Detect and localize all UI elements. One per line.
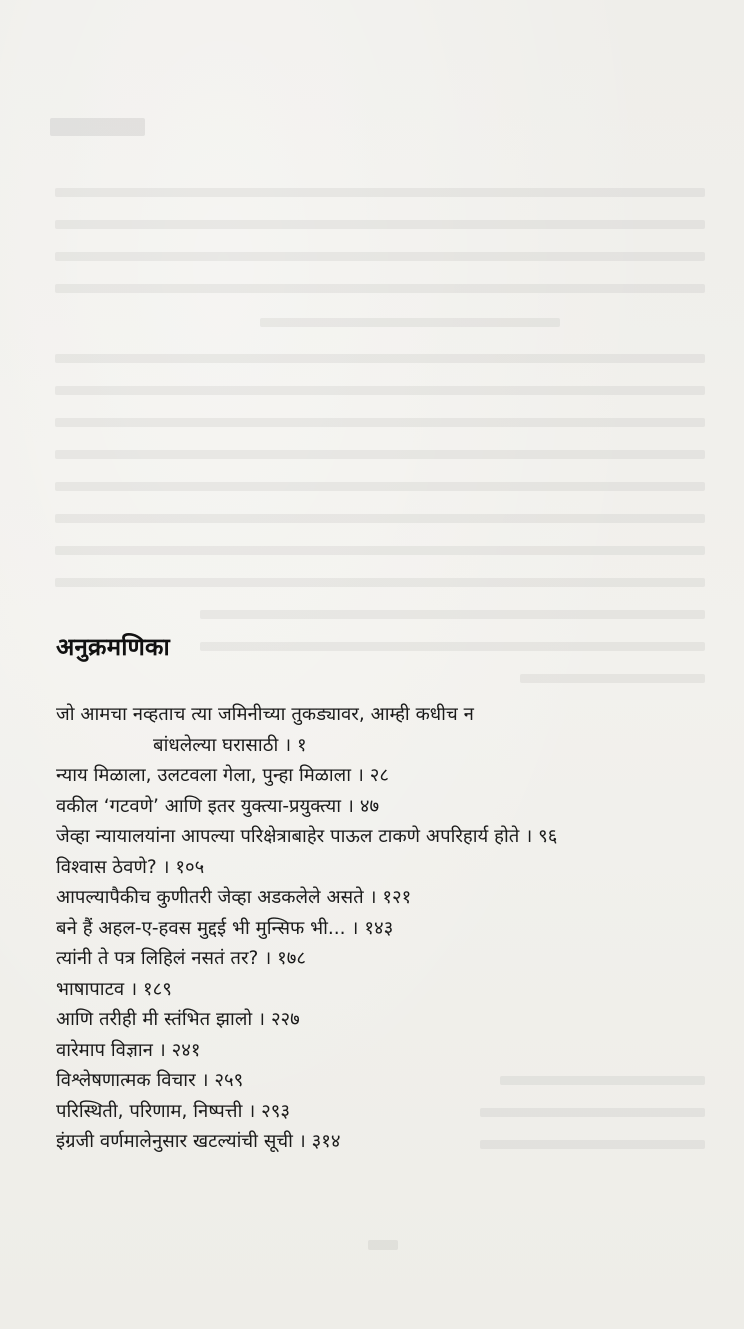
- toc-entry: [56, 914, 716, 945]
- toc-entry-continuation: बांधलेल्या घरासाठी । १: [153, 734, 307, 756]
- toc-list: [56, 700, 716, 1158]
- bleed-through-line: [55, 450, 705, 459]
- toc-entry-text: वकील ‘गटवणे’ आणि इतर युक्त्या-प्रयुक्त्या । ४७: [56, 795, 380, 817]
- page-folio-mark: [368, 1240, 398, 1250]
- toc-entry-text: वारेमाप विज्ञान । २४१: [56, 1039, 201, 1061]
- bleed-through-line: [200, 642, 705, 651]
- toc-entry: [56, 944, 716, 975]
- toc-entry: [56, 822, 716, 853]
- bleed-through-line: [55, 418, 705, 427]
- toc-entry: [56, 1066, 716, 1097]
- toc-entry-text: जो आमचा नव्हताच त्या जमिनीच्या तुकड्यावर, आम्ही कधीच न: [56, 704, 474, 725]
- bleed-through-line: [520, 674, 705, 683]
- toc-entry: [56, 1005, 716, 1036]
- bleed-through-line: [55, 354, 705, 363]
- bleed-through-line: [55, 252, 705, 261]
- bleed-through-line: [55, 546, 705, 555]
- bleed-through-line: [260, 318, 560, 327]
- bleed-through-line: [55, 482, 705, 491]
- toc-entry: [56, 761, 716, 792]
- toc-entry-text: इंग्रजी वर्णमालेनुसार खटल्यांची सूची । ३१४: [56, 1131, 341, 1152]
- toc-entry-text: भाषापाटव । १८९: [56, 978, 172, 1000]
- bleed-through-line: [55, 220, 705, 229]
- toc-heading: अनुक्रमणिका: [56, 633, 170, 662]
- toc-entry-text: त्यांनी ते पत्र लिहिलं नसतं तर? । १७८: [56, 948, 306, 969]
- bleed-through-line: [200, 610, 705, 619]
- toc-entry-text: आणि तरीही मी स्तंभित झालो । २२७: [56, 1009, 300, 1030]
- toc-entry: [56, 975, 716, 1006]
- toc-entry: [56, 700, 716, 761]
- toc-entry: [56, 1097, 716, 1128]
- toc-entry-text: जेव्हा न्यायालयांना आपल्या परिक्षेत्राबाहेर पाऊल टाकणे अपरिहार्य होते । ९६: [56, 826, 558, 847]
- toc-entry-text: न्याय मिळाला, उलटवला गेला, पुन्हा मिळाला । २८: [56, 765, 389, 786]
- toc-entry: [56, 883, 716, 914]
- toc-entry: [56, 792, 716, 823]
- bleed-through-line: [55, 514, 705, 523]
- toc-entry-text: परिस्थिती, परिणाम, निष्पत्ती । २९३: [56, 1100, 290, 1122]
- toc-entry: [56, 853, 716, 884]
- bleed-through-line: [55, 188, 705, 197]
- toc-entry-text: विश्वास ठेवणे? । १०५: [56, 856, 205, 878]
- bleed-through-line: [55, 284, 705, 293]
- toc-entry: [56, 1127, 716, 1158]
- toc-entry-text: आपल्यापैकीच कुणीतरी जेव्हा अडकलेले असते । १२१: [56, 887, 412, 908]
- bleed-through-line: [55, 386, 705, 395]
- toc-entry: [56, 1036, 716, 1067]
- toc-entry-text: विश्लेषणात्मक विचार । २५९: [56, 1070, 244, 1091]
- toc-entry-text: बने हैं अहल-ए-हवस मुद्दई भी मुन्सिफ भी... । १४३: [56, 917, 394, 939]
- bleed-through-line: [55, 578, 705, 587]
- bleed-through-heading: [50, 118, 145, 136]
